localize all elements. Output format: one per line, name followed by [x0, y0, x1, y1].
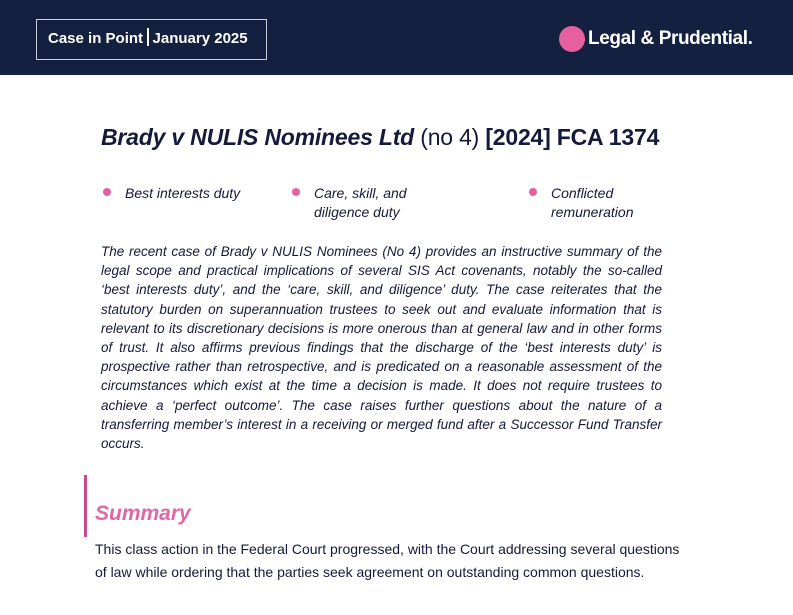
case-number: (no 4) — [420, 124, 480, 150]
topic-item — [314, 184, 464, 222]
topic-label: Best interests duty — [125, 185, 241, 201]
topic-label: Care, skill, and diligence duty — [314, 185, 407, 220]
brand-circle-icon — [559, 26, 585, 52]
summary-heading: Summary — [95, 502, 191, 525]
page-title — [101, 122, 659, 152]
topic-item — [551, 184, 681, 222]
case-citation: [2024] FCA 1374 — [485, 124, 660, 150]
section-accent-bar — [84, 475, 87, 537]
intro-paragraph: The recent case of Brady v NULIS Nominees (No 4) provides an instructive summary of the legal scope and practical implications of several SIS Act covenants, notably the so-called ‘best interests duty’, and the ‘care, skill, and diligence’ duty. The case reiterates that the statutory burden on superannuation trustees to seek out and evaluate information that is relevant to its discretionary decisions is more onerous than at general law and in other forms of trust. It also affirms previous findings that the discharge of the ‘best interests duty’ is prospective rather than retrospective, and is predicated on a reasonable assessment of the circumstances which exist at the time a decision is made. It does not require trustees to achieve a ‘perfect outcome’. The case raises further questions about the nature of a transferring member’s interest in a receiving or merged fund after a Successor Fund Transfer occurs. — [101, 244, 662, 452]
brand-name: Legal & Prudential. — [588, 28, 753, 49]
publication-label — [36, 19, 267, 60]
bullet-dot-icon — [103, 188, 111, 196]
bullet-dot-icon — [292, 188, 300, 196]
brand-logo — [559, 26, 753, 52]
topic-label: Conflicted remuneration — [551, 185, 634, 220]
publication-series: Case in Point — [48, 30, 144, 47]
topic-item — [125, 184, 255, 203]
separator-bar — [147, 28, 149, 46]
bullet-dot-icon — [529, 188, 537, 196]
case-name: Brady v NULIS Nominees Ltd — [101, 124, 415, 150]
header-banner — [0, 0, 793, 75]
summary-paragraph: This class action in the Federal Court progressed, with the Court addressing several questions of law while ordering that the parties seek agreement on outstanding common questions. — [95, 541, 680, 580]
publication-date: January 2025 — [152, 30, 248, 47]
